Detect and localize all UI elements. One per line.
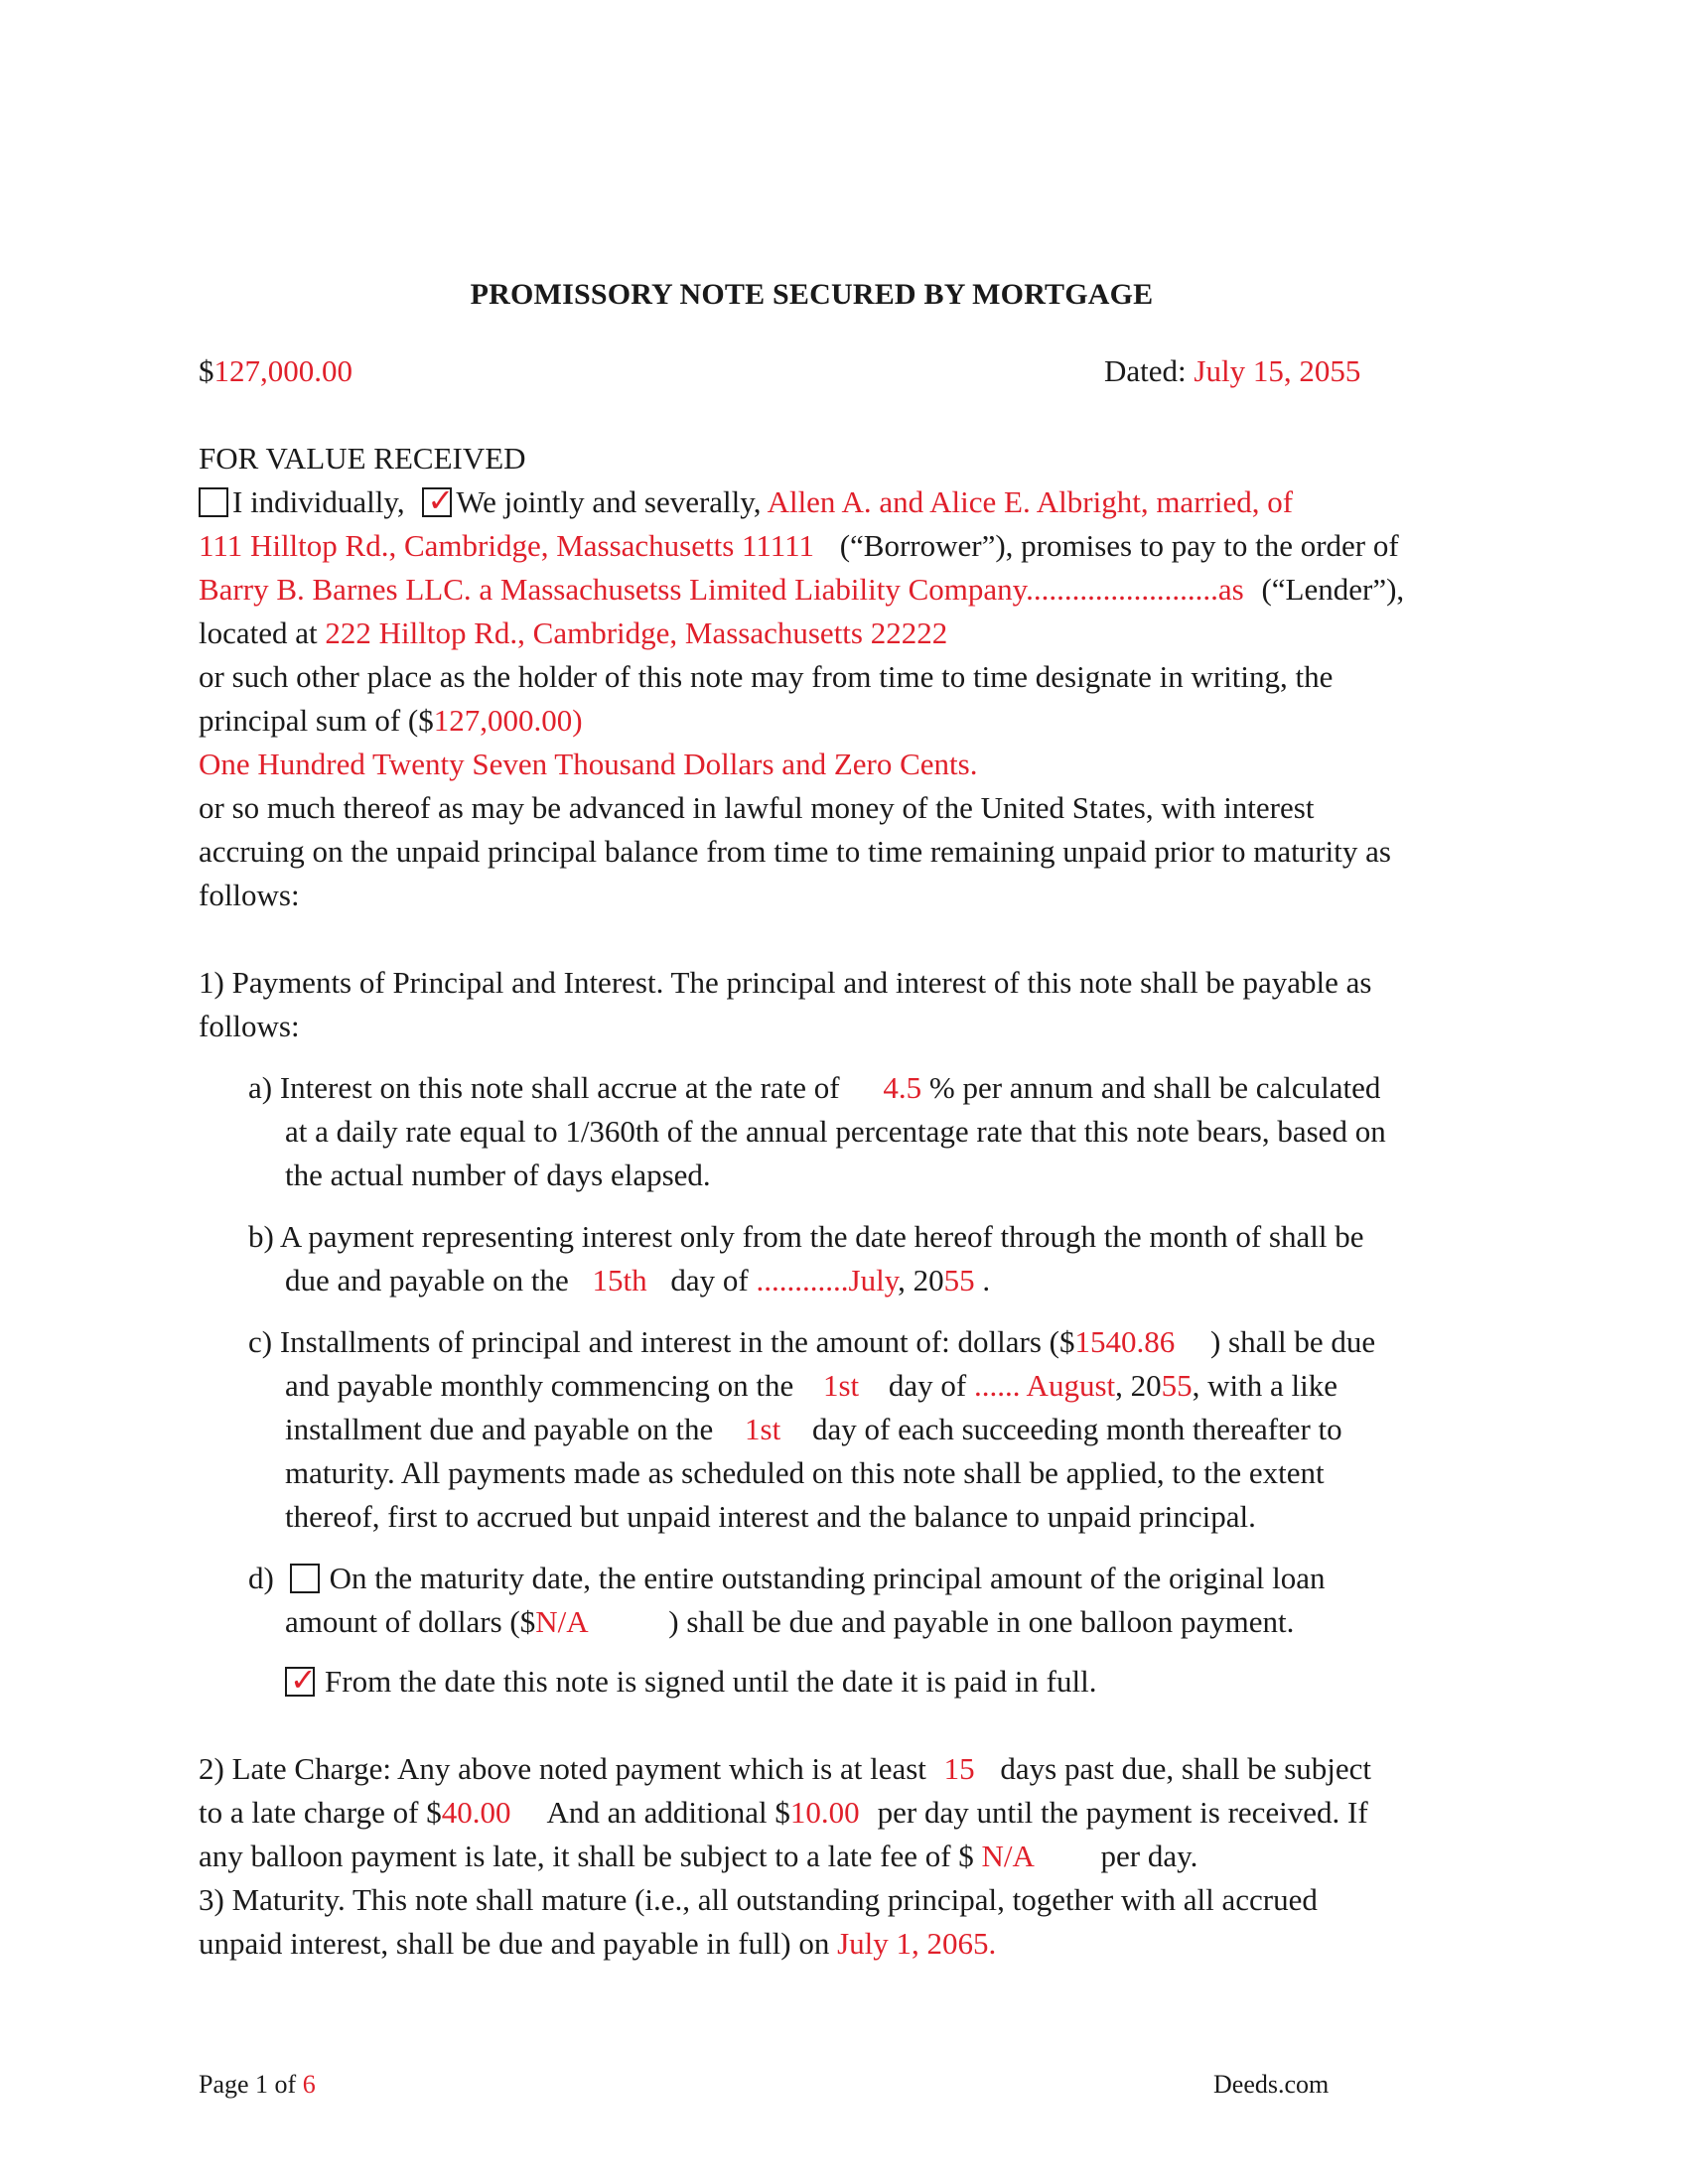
- late-charge-line-3: [199, 1835, 1197, 1878]
- late-days: 15: [943, 1751, 975, 1786]
- late-charge-text-b: days past due, shall be subject: [1000, 1751, 1372, 1786]
- commencing-month: ...... August: [974, 1368, 1116, 1403]
- late-charge-line-1: [199, 1747, 1371, 1791]
- borrower-name: Allen A. and Alice E. Albright, married, of: [767, 484, 1294, 519]
- page-number: [199, 2070, 316, 2100]
- advanced-text-1: or so much thereof as may be advanced in lawful money of the United States, with interest: [199, 790, 1315, 825]
- late-charge-line-2: [199, 1791, 1368, 1835]
- clause-d-balloon-text: ) shall be due and payable in one balloon payment.: [668, 1604, 1295, 1639]
- amount-line: [199, 349, 352, 393]
- checkmark-icon: ✓: [427, 481, 455, 519]
- lender-name: Barry B. Barnes LLC. a Massachusetss Limited Liability Company.........................as: [199, 572, 1244, 607]
- clause-d-signed-text: From the date this note is signed until the date it is paid in full.: [325, 1664, 1097, 1699]
- for-value-received: FOR VALUE RECEIVED: [199, 441, 526, 476]
- section1-heading-1: 1) Payments of Principal and Interest. The principal and interest of this note shall be payable as: [199, 965, 1372, 1000]
- clause-c-year-prefix: , 20: [1115, 1368, 1162, 1403]
- clause-b-period: .: [982, 1263, 991, 1297]
- clause-d-line-1: [248, 1557, 1326, 1600]
- commencing-year: 55: [1161, 1368, 1193, 1403]
- individual-checkbox[interactable]: [199, 487, 228, 517]
- clause-c-text: c) Installments of principal and interest in the amount of: dollars ($: [248, 1324, 1075, 1359]
- principal-label: principal sum of ($: [199, 703, 434, 738]
- document-title: PROMISSORY NOTE SECURED BY MORTGAGE: [470, 278, 1154, 311]
- other-place-text: or such other place as the holder of this note may from time to time designate in writing, the: [199, 659, 1334, 694]
- clause-c-text-b: ) shall be due: [1209, 1324, 1376, 1359]
- clause-a-line-3: the actual number of days elapsed.: [285, 1158, 711, 1192]
- borrower-address: 111 Hilltop Rd., Cambridge, Massachusetts 11111: [199, 528, 814, 563]
- lender-line: [199, 568, 1404, 612]
- clause-b-line-1: b) A payment representing interest only from the date hereof through the month of shall be: [248, 1219, 1364, 1254]
- clause-d-line-3: [285, 1660, 1096, 1704]
- page-label: Page 1 of: [199, 2070, 297, 2099]
- late-charge-text: 2) Late Charge: Any above noted payment which is at least: [199, 1751, 926, 1786]
- maturity-date: July 1, 2065.: [837, 1926, 997, 1961]
- interest-only-day: 15th: [592, 1263, 647, 1297]
- checkmark-icon: ✓: [290, 1661, 317, 1699]
- daily-charge: 10.00: [789, 1795, 860, 1830]
- clause-c-installment: installment due and payable on the: [285, 1412, 714, 1446]
- balloon-amount: N/A: [535, 1604, 589, 1639]
- installment-amount: 1540.86: [1074, 1324, 1176, 1359]
- balloon-late-text: any balloon payment is late, it shall be subject to a late fee of $: [199, 1839, 974, 1873]
- clause-d-amount-label: amount of dollars ($: [285, 1604, 536, 1639]
- clause-c-line-1: [248, 1320, 1375, 1364]
- borrower-options-line: [199, 480, 1293, 524]
- borrower-text: (“Borrower”), promises to pay to the order of: [839, 528, 1399, 563]
- maturity-text: unpaid interest, shall be due and payable in full) on: [199, 1926, 830, 1961]
- jointly-checkbox[interactable]: [422, 481, 455, 519]
- clause-a-text: a) Interest on this note shall accrue at the rate of: [248, 1070, 840, 1105]
- balloon-late-fee: N/A: [981, 1839, 1035, 1873]
- late-charge-text-c: per day until the payment is received. If: [877, 1795, 1368, 1830]
- clause-c-commencing: and payable monthly commencing on the: [285, 1368, 794, 1403]
- clause-c-line-5: thereof, first to accrued but unpaid interest and the balance to unpaid principal.: [285, 1499, 1256, 1534]
- lender-address: 222 Hilltop Rd., Cambridge, Massachusetts 22222: [325, 615, 948, 650]
- clause-d-line-2: [285, 1600, 1294, 1644]
- section1-heading-2: follows:: [199, 1009, 300, 1043]
- dated-line: [1104, 349, 1360, 393]
- located-at-label: located at: [199, 615, 318, 650]
- maturity-line-2: [199, 1922, 996, 1966]
- interest-rate: 4.5: [883, 1070, 922, 1105]
- clause-a-line-1: [248, 1066, 1380, 1110]
- amount-in-words: One Hundred Twenty Seven Thousand Dollars and Zero Cents.: [199, 747, 978, 781]
- clause-c-succeeding: day of each succeeding month thereafter to: [811, 1412, 1342, 1446]
- late-charge-amount: 40.00: [441, 1795, 511, 1830]
- clause-d-text: On the maturity date, the entire outstanding principal amount of the original loan: [329, 1561, 1326, 1595]
- lender-text: (“Lender”),: [1261, 572, 1405, 607]
- site-name: Deeds.com: [1213, 2070, 1330, 2099]
- principal-line: [199, 699, 583, 743]
- clause-c-like: , with a like: [1192, 1368, 1337, 1403]
- installment-day: 1st: [745, 1412, 781, 1446]
- clause-b-year-prefix: , 20: [898, 1263, 944, 1297]
- advanced-text-3: follows:: [199, 878, 300, 912]
- individual-label: I individually,: [232, 484, 405, 519]
- lender-address-line: [199, 612, 947, 655]
- maturity-line-1: 3) Maturity. This note shall mature (i.e., all outstanding principal, together with all accrued: [199, 1882, 1318, 1917]
- clause-b-line-2: [285, 1259, 990, 1302]
- commencing-day: 1st: [822, 1368, 860, 1403]
- page-total: 6: [302, 2070, 316, 2099]
- clause-c-line-4: maturity. All payments made as scheduled on this note shall be applied, to the extent: [285, 1455, 1325, 1490]
- interest-only-year: 55: [943, 1263, 975, 1297]
- late-charge-amount-label: to a late charge of $: [199, 1795, 442, 1830]
- additional-label: And an additional $: [546, 1795, 790, 1830]
- dated-value: July 15, 2055: [1194, 353, 1361, 388]
- note-amount: 127,000.00: [213, 353, 352, 388]
- clause-b-day-of: day of: [670, 1263, 749, 1297]
- signed-until-paid-checkbox[interactable]: [285, 1661, 317, 1699]
- balloon-late-per-day: per day.: [1100, 1839, 1198, 1873]
- clause-c-day-of: day of: [888, 1368, 967, 1403]
- principal-value: 127,000.00): [433, 703, 583, 738]
- clause-a-line-2: at a daily rate equal to 1/360th of the annual percentage rate that this note bears, based on: [285, 1114, 1386, 1149]
- clause-d-label: d): [248, 1561, 274, 1595]
- clause-c-line-2: [285, 1364, 1337, 1408]
- clause-b-text: due and payable on the: [285, 1263, 569, 1297]
- advanced-text-2: accruing on the unpaid principal balance from time to time remaining unpaid prior to maturity as: [199, 834, 1391, 869]
- clause-a-text-b: % per annum and shall be calculated: [928, 1070, 1381, 1105]
- currency-symbol: $: [199, 353, 214, 388]
- dated-label: Dated:: [1104, 353, 1187, 388]
- jointly-label: We jointly and severally,: [456, 484, 762, 519]
- clause-c-line-3: [285, 1408, 1342, 1451]
- balloon-checkbox[interactable]: [290, 1564, 320, 1593]
- interest-only-month: ............July: [756, 1263, 899, 1297]
- borrower-address-line: [199, 524, 1399, 568]
